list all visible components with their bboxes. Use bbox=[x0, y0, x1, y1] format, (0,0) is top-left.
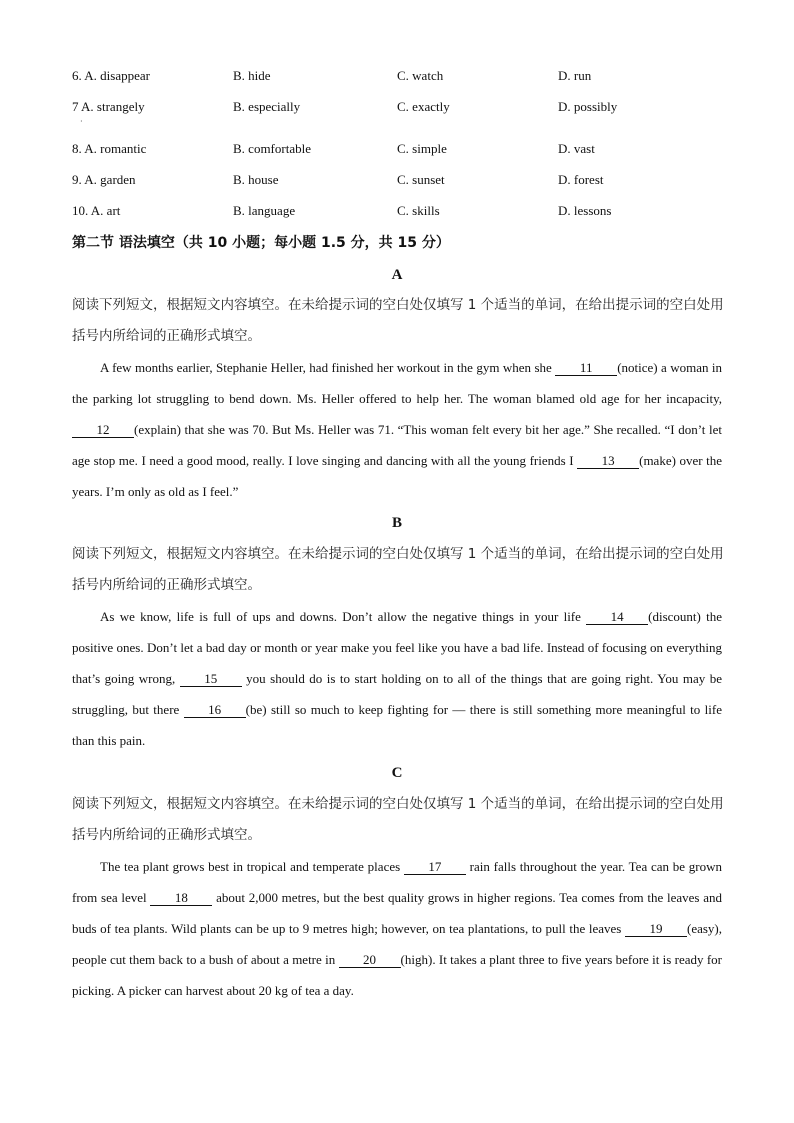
passage-text-segment: (be) still so much to keep fighting for — there is still something more meaningful to life than this pain. bbox=[72, 702, 722, 748]
answer-blank-13[interactable]: 13 bbox=[577, 453, 639, 469]
option-b: B. hide bbox=[233, 68, 271, 83]
passage-c-text bbox=[72, 851, 722, 1006]
answer-blank-14[interactable]: 14 bbox=[586, 609, 648, 625]
answer-blank-17[interactable]: 17 bbox=[404, 859, 466, 875]
passage-text-segment: A few months earlier, Stephanie Heller, had finished her workout in the gym when she bbox=[100, 360, 556, 375]
passage-text-segment: (explain) that she was 70. But Ms. Heller was 71. “This woman felt every bit her age.” She recalled. “I don’t let age stop me. I need a good mood, really. I love singing and dancing with all the young friends I bbox=[72, 422, 722, 468]
question-6-options bbox=[0, 66, 794, 86]
option-d: D. lessons bbox=[558, 203, 612, 218]
passage-text-segment: (make) over the years. I’m only as old as I feel.” bbox=[72, 453, 722, 499]
option-b: B. comfortable bbox=[233, 141, 311, 156]
question-8-options bbox=[0, 139, 794, 159]
passage-b-text bbox=[72, 601, 722, 756]
passage-c-instruction: 阅读下列短文，根据短文内容填空。在未给提示词的空白处仅填写 1 个适当的单词，在给出提示词的空白处用括号内所给词的正确形式填空。 bbox=[72, 796, 724, 843]
passage-text-segment: about 2,000 metres, but the best quality grows in higher regions. Tea comes from the leaves and buds of tea plants. Wild plants can be up to 9 metres high; however, on tea plantations, to pull the leaves bbox=[72, 890, 722, 936]
passage-text-segment: (notice) a woman in the parking lot struggling to bend down. Ms. Heller offered to help her. The woman blamed old age for her incapacity, bbox=[72, 360, 722, 406]
option-d: D. vast bbox=[558, 141, 595, 156]
stray-dot-mark: · bbox=[80, 117, 83, 126]
passage-b-instruction: 阅读下列短文，根据短文内容填空。在未给提示词的空白处仅填写 1 个适当的单词，在给出提示词的空白处用括号内所给词的正确形式填空。 bbox=[72, 546, 724, 593]
option-a: 9. A. garden bbox=[72, 172, 136, 187]
answer-blank-16[interactable]: 16 bbox=[184, 702, 246, 718]
option-b: B. language bbox=[233, 203, 296, 218]
answer-blank-20[interactable]: 20 bbox=[339, 952, 401, 968]
passage-text-segment: rain falls throughout the year. Tea can be grown from sea level bbox=[72, 859, 722, 905]
option-c: C. exactly bbox=[397, 99, 450, 114]
option-b: B. house bbox=[233, 172, 279, 187]
option-c: C. watch bbox=[397, 68, 444, 83]
passage-text-segment: The tea plant grows best in tropical and temperate places bbox=[100, 859, 404, 874]
section-title: 第二节 语法填空（共 10 小题；每小题 1.5 分，共 15 分） bbox=[72, 235, 450, 251]
question-9-options bbox=[0, 170, 794, 190]
passage-a-label: A bbox=[391, 267, 403, 283]
option-c: C. sunset bbox=[397, 172, 445, 187]
option-b: B. especially bbox=[233, 99, 301, 114]
passage-a-instruction: 阅读下列短文，根据短文内容填空。在未给提示词的空白处仅填写 1 个适当的单词，在给出提示词的空白处用括号内所给词的正确形式填空。 bbox=[72, 297, 724, 344]
option-a: 10. A. art bbox=[72, 203, 121, 218]
passage-a-text bbox=[72, 352, 722, 507]
answer-blank-15[interactable]: 15 bbox=[180, 671, 242, 687]
option-a: 6. A. disappear bbox=[72, 68, 150, 83]
passage-text-segment: (easy), people cut them back to a bush of about a metre in bbox=[72, 921, 722, 967]
question-7-options bbox=[0, 97, 794, 117]
passage-text-segment: As we know, life is full of ups and downs. Don’t allow the negative things in your life bbox=[100, 609, 587, 624]
option-d: D. possibly bbox=[558, 99, 618, 114]
answer-blank-11[interactable]: 11 bbox=[555, 360, 617, 376]
passage-text-segment: (discount) the positive ones. Don’t let a bad day or month or year make you feel like you have a bad life. Instead of focusing on everything that’s going wrong, bbox=[72, 609, 722, 686]
option-d: D. run bbox=[558, 68, 592, 83]
question-10-options bbox=[0, 201, 794, 221]
option-d: D. forest bbox=[558, 172, 604, 187]
passage-b-label: B bbox=[391, 515, 402, 531]
option-c: C. skills bbox=[397, 203, 440, 218]
passage-c-label: C bbox=[391, 765, 403, 781]
answer-blank-19[interactable]: 19 bbox=[625, 921, 687, 937]
option-a: 8. A. romantic bbox=[72, 141, 147, 156]
answer-blank-18[interactable]: 18 bbox=[150, 890, 212, 906]
passage-text-segment: (high). It takes a plant three to five years before it is ready for picking. A picker can harvest about 20 kg of tea a day. bbox=[72, 952, 722, 998]
answer-blank-12[interactable]: 12 bbox=[72, 422, 134, 438]
passage-text-segment: you should do is to start holding on to all of the things that are going right. You may be struggling, but there bbox=[72, 671, 722, 717]
option-c: C. simple bbox=[397, 141, 447, 156]
option-a: 7 A. strangely bbox=[72, 99, 145, 114]
